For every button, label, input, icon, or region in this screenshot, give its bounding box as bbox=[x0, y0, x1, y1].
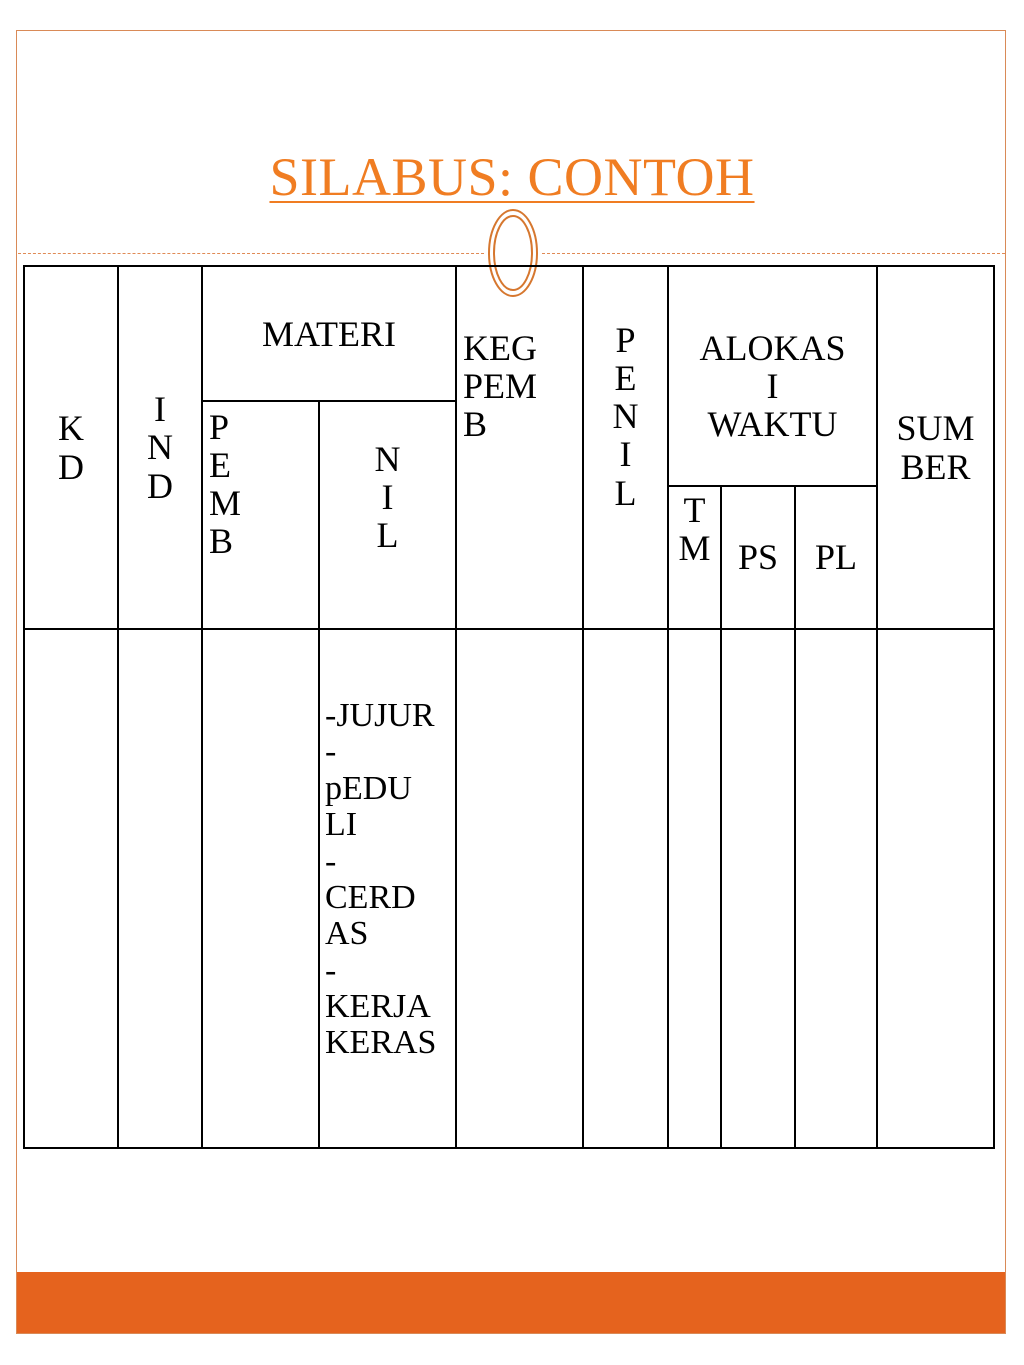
cell-pl bbox=[795, 629, 877, 1148]
cell-kd bbox=[24, 629, 118, 1148]
header-tm: T M bbox=[668, 486, 721, 629]
cell-penil bbox=[583, 629, 668, 1148]
title-divider-right bbox=[542, 253, 1005, 254]
header-alokasi-waktu: ALOKAS I WAKTU bbox=[668, 266, 877, 486]
syllabus-table bbox=[23, 265, 995, 1149]
title-divider-left bbox=[18, 253, 484, 254]
cell-nil bbox=[319, 629, 456, 1148]
cell-keg-pemb bbox=[456, 629, 583, 1148]
nil-values-list: -JUJUR - pEDU LI - CERD AS - KERJA KERAS bbox=[325, 697, 437, 1062]
cell-ps bbox=[721, 629, 795, 1148]
header-sumber: SUM BER bbox=[877, 266, 994, 629]
cell-sumber bbox=[877, 629, 994, 1148]
footer-bar bbox=[17, 1272, 1005, 1333]
cell-tm bbox=[668, 629, 721, 1148]
header-nil: N I L bbox=[319, 401, 456, 629]
slide-title: SILABUS: CONTOH bbox=[269, 147, 755, 207]
header-pl: PL bbox=[795, 486, 877, 629]
header-ps: PS bbox=[721, 486, 795, 629]
header-penil: P E N I L bbox=[583, 266, 668, 629]
header-pemb: P E M B bbox=[202, 401, 319, 629]
header-materi: MATERI bbox=[202, 266, 456, 401]
header-kd: K D bbox=[24, 266, 118, 629]
cell-pemb bbox=[202, 629, 319, 1148]
cell-ind bbox=[118, 629, 202, 1148]
header-ind: I N D bbox=[118, 266, 202, 629]
header-keg-pemb: KEG PEM B bbox=[456, 266, 583, 629]
